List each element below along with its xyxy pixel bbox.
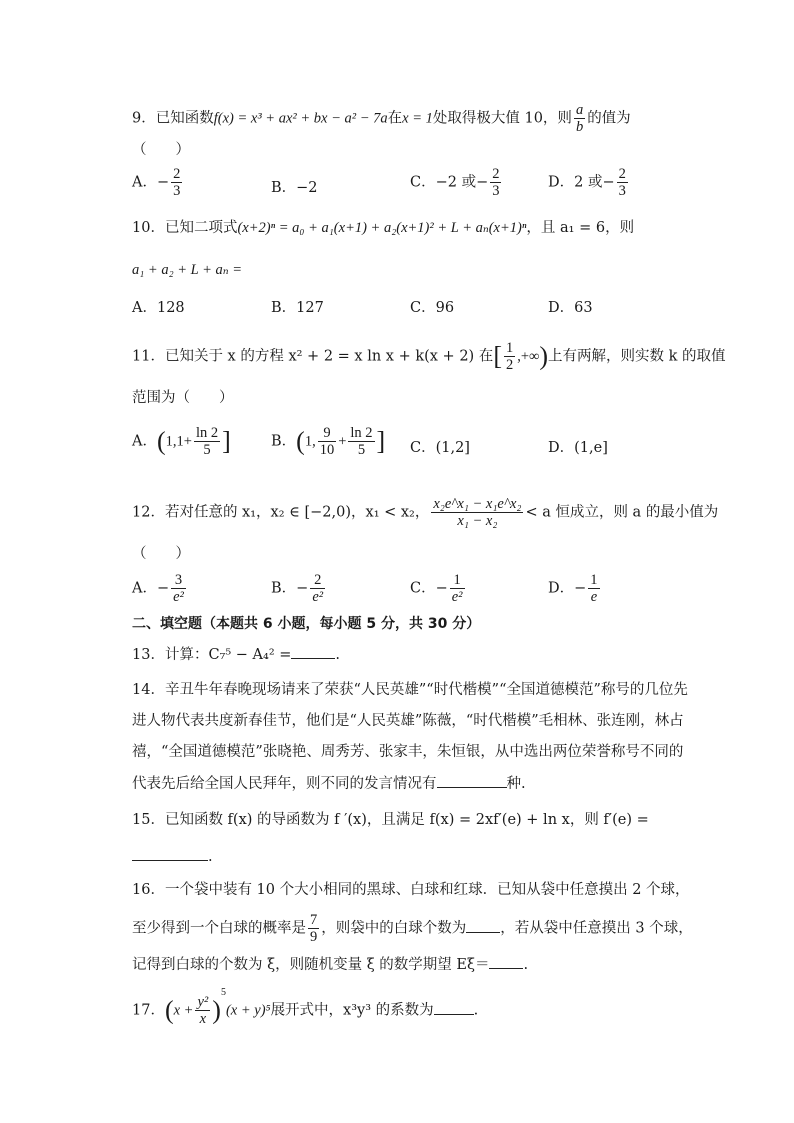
answer-blank[interactable] <box>291 644 335 659</box>
option-d[interactable]: D．63 <box>548 300 593 316</box>
option-a[interactable]: A．128 <box>132 300 185 316</box>
question-11-stem: 11．已知关于 x 的方程 x² + 2 = x ln x + k(x + 2) 在[ $\frac{1}{2}$ ,+∞)上有两解，则实数 k 的取值 <box>132 340 726 373</box>
ratio-fraction: $\frac{a}{b}$ <box>575 102 584 135</box>
option-b[interactable]: B．(1, $\frac{9}{10}$ + $\frac{\ln 2}{5}$ ] <box>271 425 386 458</box>
option-c[interactable]: C．(1,2] <box>410 440 470 456</box>
question-16-line3: 记得到白球的个数为 ξ，则随机变量 ξ 的数学期望 Eξ＝ . <box>132 954 528 975</box>
option-d[interactable]: D．2 或− $\frac{2}{3}$ <box>548 166 626 199</box>
question-9-paren: （ ） <box>132 142 190 158</box>
function-expression: f(x) = x³ + ax² + bx − a² − 7a <box>213 110 388 127</box>
answer-blank[interactable] <box>434 1000 474 1015</box>
option-b[interactable]: B．− $\frac{2}{\text{e²}}$ <box>271 572 324 605</box>
answer-blank[interactable] <box>132 846 208 861</box>
question-10-sum: a₁ + a₂ + L + aₙ = <box>132 262 243 278</box>
option-a[interactable]: A．− $\frac{2}{3}$ <box>132 166 181 199</box>
option-d[interactable]: D．(1,e] <box>548 440 608 456</box>
binomial-expression: (x+2)ⁿ = a₀ + a₁(x+1) + a₂(x+1)² + L + aₙ(x+1)ⁿ <box>237 220 527 236</box>
option-a[interactable]: A．(1,1+ $\frac{\ln 2}{5}$ ] <box>132 425 231 458</box>
question-16-line2: 至少得到一个白球的概率是 $\frac{7}{9}$ ，则袋中的白球个数为 ，若从袋中任意摸出 3 个球， <box>132 912 693 945</box>
option-a[interactable]: A．− $\frac{3}{\text{e²}}$ <box>132 572 184 605</box>
option-d[interactable]: D．− $\frac{1}{e}$ <box>548 572 598 605</box>
option-b[interactable]: B．−2 <box>271 180 318 196</box>
question-10-stem: 10．已知二项式(x+2)ⁿ = a₀ + a₁(x+1) + a₂(x+1)² + L + aₙ(x+1)ⁿ，且 a₁ = 6，则 <box>132 220 635 236</box>
option-c[interactable]: C．96 <box>410 300 455 316</box>
question-14-line3: 禧，“全国道德模范”张晓艳、周秀芳、张家丰，朱恒银，从中选出两位荣誉称号不同的 <box>132 744 684 760</box>
question-11-line2: 范围为（ ） <box>132 390 234 406</box>
question-14-line4: 代表先后给全国人民拜年，则不同的发言情况有 种. <box>132 773 526 794</box>
question-16-line1: 16．一个袋中装有 10 个大小相同的黑球、白球和红球．已知从袋中任意摸出 2 个球， <box>132 882 690 898</box>
question-12-paren: （ ） <box>132 546 190 562</box>
answer-blank[interactable] <box>437 773 507 788</box>
question-15-line1: 15．已知函数 f(x) 的导函数为 f ′(x)，且满足 f(x) = 2xf′(e) + ln x，则 f′(e) = <box>132 812 649 828</box>
option-b[interactable]: B．127 <box>271 300 324 316</box>
answer-blank[interactable] <box>466 918 500 933</box>
question-14-line1: 14．辛丑牛年春晚现场请来了荣获“人民英雄”“时代楷模”“全国道德模范”称号的几位先 <box>132 682 688 698</box>
answer-blank[interactable] <box>489 954 523 969</box>
question-13: 13．计算：C₇⁵ − A₄² = . <box>132 644 340 665</box>
question-12-stem: 12．若对任意的 x₁，x₂ ∈ [−2,0)，x₁ < x₂， $\frac{\text{x₂e\textasciicircum{}x₁ − x₁e\textasciicircum{}x₂}}{\text{x₁ − x₂}}$ < a 恒成立，则 a 的最小值为 <box>132 496 719 529</box>
question-9-stem: 9．已知函数f(x) = x³ + ax² + bx − a² − 7a在x = 1处取得极大值 10，则 $\frac{a}{b}$ 的值为 <box>132 102 631 135</box>
question-14-line2: 进人物代表共度新春佳节，他们是“人民英雄”陈薇，“时代楷模”毛相林、张连刚，林占 <box>132 713 684 729</box>
option-c[interactable]: C．− $\frac{1}{\text{e²}}$ <box>410 572 463 605</box>
question-number: 9． <box>132 110 156 127</box>
question-15-line2: . <box>132 846 213 867</box>
section-title: 二、填空题（本题共 6 小题，每小题 5 分，共 30 分） <box>132 616 481 632</box>
question-17: 17．(x + $\frac{\text{y²}}{x}$ )$^5$(x + y)⁵展开式中，x³y³ 的系数为 . <box>132 986 479 1027</box>
option-c[interactable]: C．−2 或− $\frac{2}{3}$ <box>410 166 500 199</box>
